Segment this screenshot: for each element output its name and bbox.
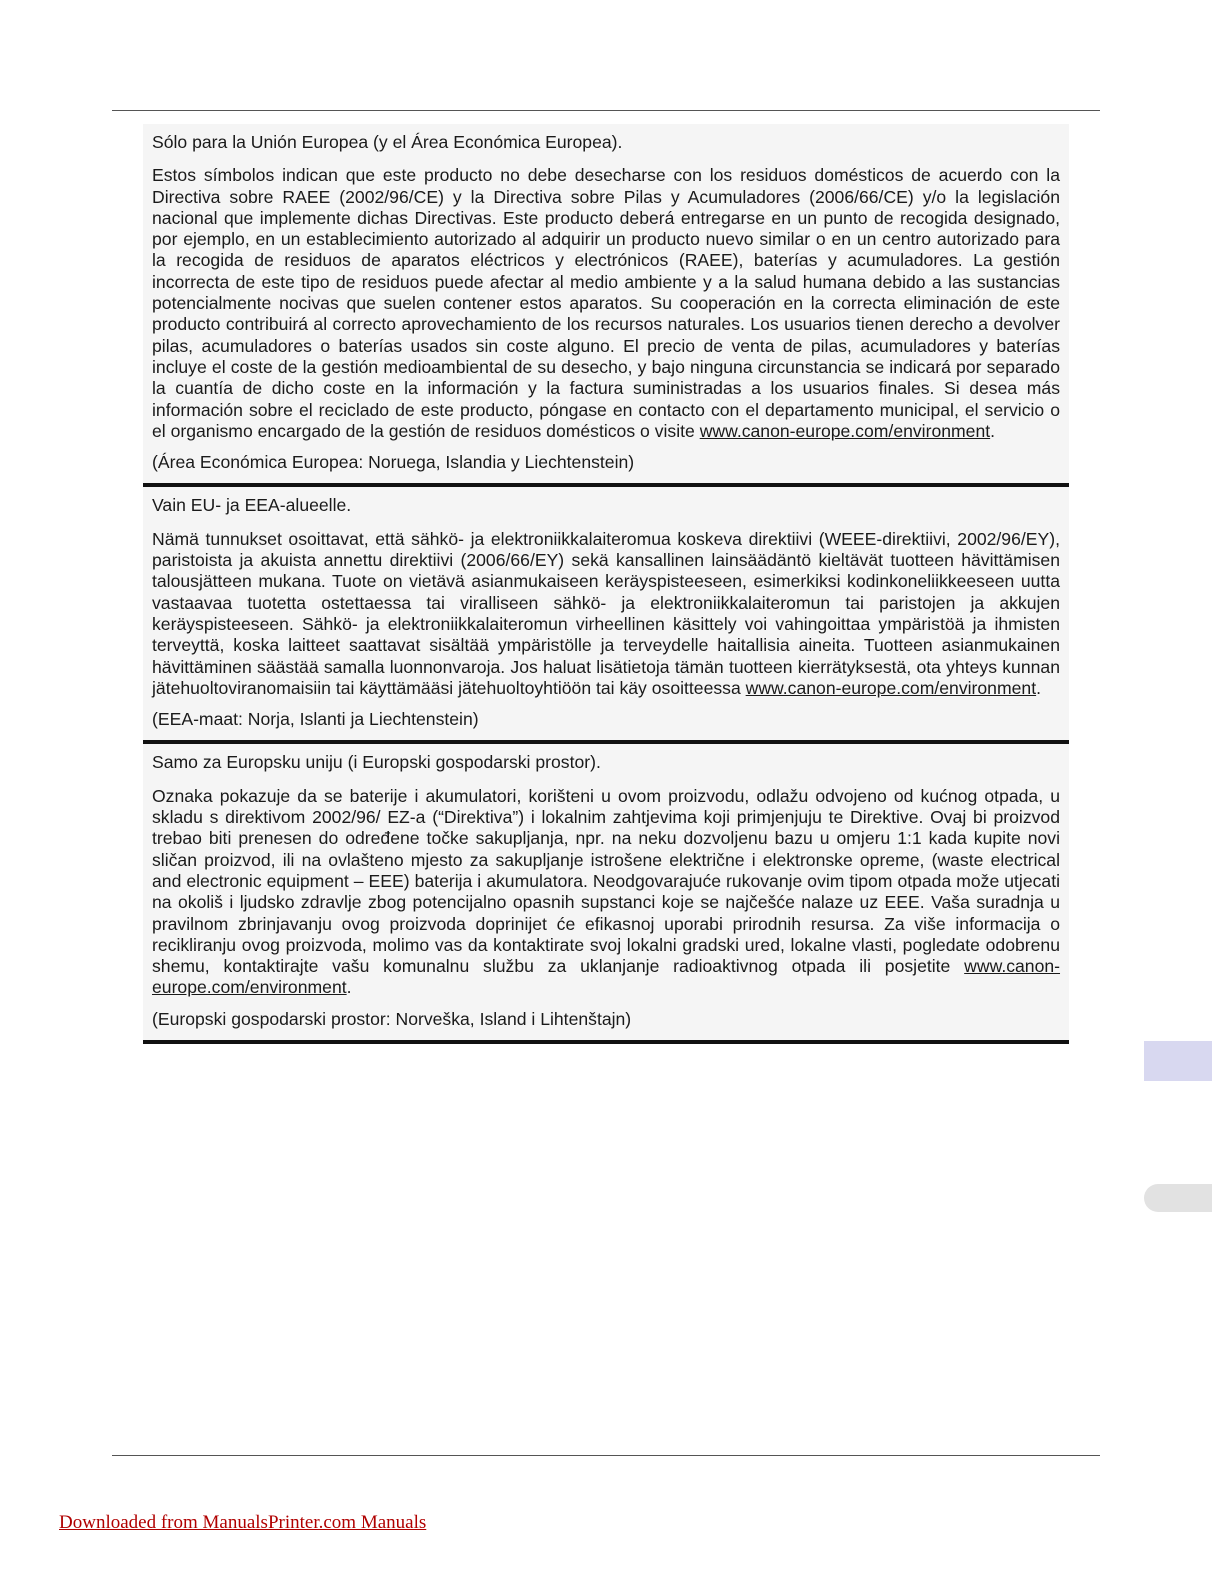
notice-text: Oznaka pokazuje da se baterije i akumulatori, korišteni u ovom proizvodu, odlažu odvojeno od kućnog otpada, u skladu s direktivom 2002/96/ EZ-a (“Direktiva”) i lokalnim zahtjevima koji primjenjuju te Direktive. Ovaj bi proizvod trebao biti prenesen do određene točke sakupljanja, npr. na neku dozvoljenu bazu u omjeru 1:1 kada kupite novi sličan proizvod, ili na ovlašteno mjesto za sakupljanje istrošene električne i elektronske opreme, (waste electrical and electronic equipment – EEE) baterija i akumulatora. Neodgovarajuće rukovanje ovim tipom otpada može utjecati na okoliš i ljudsko zdravlje zbog potencijalno opasnih supstanci koje se najčešće nalaze uz EEE. Vaša suradnja u pravilnom zbrinjavanju ovog proizvoda doprinijet će efikasnoj uporabi prirodnih resursa. Za više informacija o recikliranju ovog proizvoda, molimo vas da kontaktirate svoj lokalni gradski ured, lokalne vlasti, pogledate odobrenu shemu, kontaktirajte vašu komunalnu službu za uklanjanje radioaktivnog otpada ili posjetite — [152, 785, 1060, 977]
notice-text: Nämä tunnukset osoittavat, että sähkö- ja elektroniikkalaiteromua koskeva direktiivi (WEEE-direktiivi, 2002/96/EY), paristoista ja akuista annettu direktiivi (2006/66/EY) sekä kansallinen lainsäädäntö kieltävät tuotteen hävittämisen talousjätteen mukana. Tuote on vietävä asianmukaiseen keräyspisteeseen, esimerkiksi kodinkoneliikkeeseen uutta vastaavaa tuotetta ostettaessa tai viralliseen sähkö- ja elektroniikkalaiteromun tai paristojen ja akkujen keräyspisteeseen. Sähkö- ja elektroniikkalaiteromun virheellinen käsittely voi vahingoittaa ympäristöä ja ihmisten terveyttä, koska laitteet saattavat sisältää ympäristölle ja terveydelle haitallisia aineita. Tuotteen asianmukainen hävittäminen säästää samalla luonnonvaroja. Jos haluat lisätietoja tämän tuotteen kierrätyksestä, ota yhteys kunnan jätehuoltoviranomaisiin tai käyttämääsi jätehuoltoyhtiöön tai käy osoitteessa — [152, 528, 1060, 698]
footer-rule — [112, 1455, 1100, 1456]
environment-link[interactable]: www.canon-europe.com/environment — [745, 677, 1037, 698]
notice-note: (Europski gospodarski prostor: Norveška, Island i Lihtenštajn) — [152, 1008, 632, 1029]
chapter-tab — [1144, 1041, 1212, 1081]
notice-body: Estos símbolos indican que este producto no debe desecharse con los residuos domésticos de acuerdo con la Directiva sobre RAEE (2002/96/CE) y la Directiva sobre Pilas y Acumuladores (2006/66/CE) y/o la legislación nacional que implemente dichas Directivas. Este producto deberá entregarse en un punto de recogida designado, por ejemplo, en un establecimiento autorizado al adquirir un producto nuevo similar o en un centro autorizado para la recogida de residuos de aparatos eléctricos y electrónicos (RAEE), baterías y acumuladores. La gestión incorrecta de este tipo de residuos puede afectar al medio ambiente y a la salud humana debido a las sustancias potencialmente nocivas que suelen contener estos aparatos. Su cooperación en la correcta eliminación de este producto contribuirá al correcto aprovechamiento de los recursos naturales. Los usuarios tienen derecho a devolver pilas, acumuladores o baterías usados sin coste alguno. El precio de venta de pilas, acumuladores y baterías incluye el coste de la gestión medioambiental de su desecho, y bajo ninguna circunstancia se indicará por separado la cuantía de dicho coste en la información y la factura suministradas a los usuarios finales. Si desea más información sobre el reciclado de este producto, póngase en contacto con el departamento municipal, el servicio o el organismo encargado de la gestión de residuos domésticos o visite www.canon-europe.com/environment. — [152, 165, 1060, 441]
notice-heading: Samo za Europsku uniju (i Europski gospodarski prostor). — [152, 752, 601, 773]
notice-block-spanish — [143, 124, 1069, 487]
disposal-notices — [143, 124, 1069, 1044]
environment-link[interactable]: www.canon-europe.com/environment — [152, 956, 1061, 998]
page-thumb-tab — [1144, 1184, 1212, 1212]
notice-note: (EEA-maat: Norja, Islanti ja Liechtenstein) — [152, 709, 479, 730]
notice-body: Nämä tunnukset osoittavat, että sähkö- ja elektroniikkalaiteromua koskeva direktiivi (WEEE-direktiivi, 2002/96/EY), paristoista ja akuista annettu direktiivi (2006/66/EY) sekä kansallinen lainsäädäntö kieltävät tuotteen hävittämisen talousjätteen mukana. Tuote on vietävä asianmukaiseen keräyspisteeseen, esimerkiksi kodinkoneliikkeeseen uutta vastaavaa tuotetta ostettaessa tai viralliseen sähkö- ja elektroniikkalaiteromun tai paristojen ja akkujen keräyspisteeseen. Sähkö- ja elektroniikkalaiteromun virheellinen käsittely voi vahingoittaa ympäristöä ja ihmisten terveyttä, koska laitteet saattavat sisältää ympäristölle ja terveydelle haitallisia aineita. Tuotteen asianmukainen hävittäminen säästää samalla luonnonvaroja. Jos haluat lisätietoja tämän tuotteen kierrätyksestä, ota yhteys kunnan jätehuoltoviranomaisiin tai käyttämääsi jätehuoltoyhtiöön tai käy osoitteessa www.canon-europe.com/environment. — [152, 528, 1060, 698]
notice-body: Oznaka pokazuje da se baterije i akumulatori, korišteni u ovom proizvodu, odlažu odvojeno od kućnog otpada, u skladu s direktivom 2002/96/ EZ-a (“Direktiva”) i lokalnim zahtjevima koji primjenjuju te Direktive. Ovaj bi proizvod trebao biti prenesen do određene točke sakupljanja, npr. na neku dozvoljenu bazu u omjeru 1:1 kada kupite novi sličan proizvod, ili na ovlašteno mjesto za sakupljanje istrošene električne i elektronske opreme, (waste electrical and electronic equipment – EEE) baterija i akumulatora. Neodgovarajuće rukovanje ovim tipom otpada može utjecati na okoliš i ljudsko zdravlje zbog potencijalno opasnih supstanci koje se najčešće nalaze uz EEE. Vaša suradnja u pravilnom zbrinjavanju ovog proizvoda doprinijet će efikasnoj uporabi prirodnih resursa. Za više informacija o recikliranju ovog proizvoda, molimo vas da kontaktirate svoj lokalni gradski ured, lokalne vlasti, pogledate odobrenu shemu, kontaktirajte vašu komunalnu službu za uklanjanje radioaktivnog otpada ili posjetite www.canon-europe.com/environment. — [152, 785, 1061, 998]
notice-text: Estos símbolos indican que este producto no debe desecharse con los residuos domésticos de acuerdo con la Directiva sobre RAEE (2002/96/CE) y la Directiva sobre Pilas y Acumuladores (2006/66/CE) y/o la legislación nacional que implemente dichas Directivas. Este producto deberá entregarse en un punto de recogida designado, por ejemplo, en un establecimiento autorizado al adquirir un producto nuevo similar o en un centro autorizado para la recogida de residuos de aparatos eléctricos y electrónicos (RAEE), baterías y acumuladores. La gestión incorrecta de este tipo de residuos puede afectar al medio ambiente y a la salud humana debido a las sustancias potencialmente nocivas que suelen contener estos aparatos. Su cooperación en la correcta eliminación de este producto contribuirá al correcto aprovechamiento de los recursos naturales. Los usuarios tienen derecho a devolver pilas, acumuladores o baterías usados sin coste alguno. El precio de venta de pilas, acumuladores y baterías incluye el coste de la gestión medioambiental de su desecho, y bajo ninguna circunstancia se indicará por separado la cuantía de dicho coste en la información y la factura suministradas a los usuarios finales. Si desea más información sobre el reciclado de este producto, póngase en contacto con el departamento municipal, el servicio o el organismo encargado de la gestión de residuos domésticos o visite — [152, 165, 1060, 441]
header-rule — [112, 110, 1100, 111]
notice-heading: Vain EU- ja EEA-alueelle. — [152, 495, 352, 516]
notice-heading: Sólo para la Unión Europea (y el Área Económica Europea). — [152, 132, 623, 152]
notice-note: (Área Económica Europea: Noruega, Islandia y Liechtenstein) — [152, 452, 635, 473]
notice-block-croatian — [143, 744, 1069, 1044]
download-source-link[interactable]: Downloaded from ManualsPrinter.com Manuals — [59, 1512, 427, 1533]
environment-link[interactable]: www.canon-europe.com/environment — [699, 420, 991, 441]
notice-block-finnish — [143, 487, 1069, 744]
